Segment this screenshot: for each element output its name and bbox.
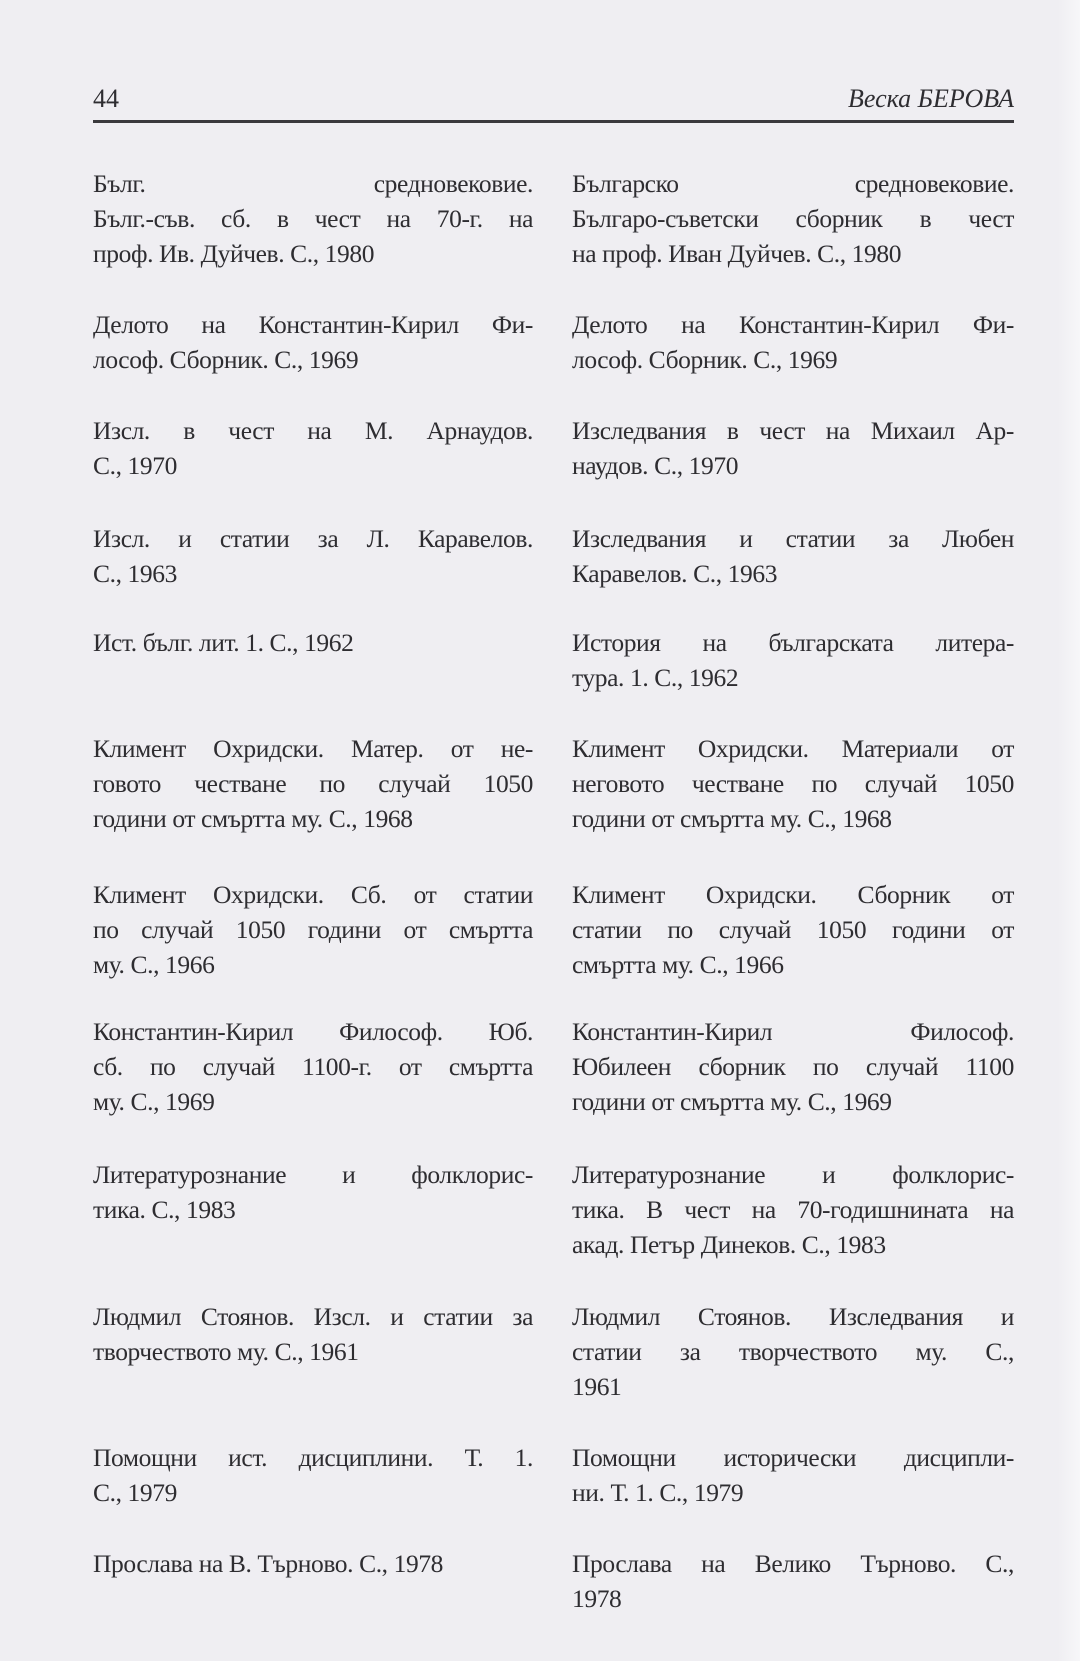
- entry-line: години от смъртта му. С., 1968: [93, 804, 413, 833]
- abbreviation-entry: [93, 521, 533, 591]
- entry-line: Изсл. в чест на М. Арнаудов.: [93, 416, 533, 445]
- entry-line: наудов. С., 1970: [572, 451, 739, 480]
- entry-line: ни. Т. 1. С., 1979: [572, 1478, 744, 1507]
- full-title-entry: [572, 166, 1014, 271]
- abbreviation-entry: [93, 877, 533, 982]
- entry-line: неговото честване по случай 1050: [572, 769, 1014, 798]
- entry-line: акад. Петър Динеков. С., 1983: [572, 1230, 886, 1259]
- entry-line: сб. по случай 1100-г. от смъртта: [93, 1052, 533, 1081]
- abbreviation-entry: [93, 625, 533, 660]
- running-head-author: Веска БЕРОВА: [848, 84, 1014, 113]
- full-title-entry: [572, 1440, 1014, 1510]
- entry-line: Бълг.-съв. сб. в чест на 70-г. на: [93, 204, 533, 233]
- full-title-entry: [572, 1157, 1014, 1262]
- abbreviation-entry: [93, 731, 533, 836]
- entry-line: 1961: [572, 1372, 622, 1401]
- entry-line: статии по случай 1050 години от: [572, 915, 1014, 944]
- abbreviation-entry: [93, 1299, 533, 1369]
- entry-line: Делото на Константин-Кирил Фи-: [572, 310, 1014, 339]
- entry-line: С., 1979: [93, 1478, 177, 1507]
- entry-line: творчеството му. С., 1961: [93, 1337, 359, 1366]
- entry-line: Помощни ист. дисциплини. Т. 1.: [93, 1443, 533, 1472]
- entry-line: му. С., 1969: [93, 1087, 215, 1116]
- entry-line: Климент Охридски. Сборник от: [572, 880, 1014, 909]
- full-title-entry: [572, 877, 1014, 982]
- entry-line: Людмил Стоянов. Изследвания и: [572, 1302, 1014, 1331]
- entry-line: Бълг. средновековие.: [93, 169, 533, 198]
- entry-line: Ист. бълг. лит. 1. С., 1962: [93, 628, 354, 657]
- entry-line: Юбилеен сборник по случай 1100: [572, 1052, 1014, 1081]
- entry-line: 1978: [572, 1584, 622, 1613]
- entry-line: тура. 1. С., 1962: [572, 663, 739, 692]
- entry-line: говото честване по случай 1050: [93, 769, 533, 798]
- entry-line: Делото на Константин-Кирил Фи-: [93, 310, 533, 339]
- abbreviation-entry: [93, 413, 533, 483]
- entry-line: тика. С., 1983: [93, 1195, 236, 1224]
- abbreviation-entry: [93, 166, 533, 271]
- entry-line: Изследвания и статии за Любен: [572, 524, 1014, 553]
- entry-line: години от смъртта му. С., 1969: [572, 1087, 892, 1116]
- entry-line: Климент Охридски. Материали от: [572, 734, 1014, 763]
- entry-line: Константин-Кирил Философ.: [572, 1017, 1014, 1046]
- abbreviation-entry: [93, 307, 533, 377]
- entry-line: Българско средновековие.: [572, 169, 1014, 198]
- entry-line: смъртта му. С., 1966: [572, 950, 784, 979]
- full-title-entry: [572, 1299, 1014, 1404]
- full-title-entry: [572, 307, 1014, 377]
- abbreviation-entry: [93, 1440, 533, 1510]
- entry-line: години от смъртта му. С., 1968: [572, 804, 892, 833]
- entry-line: Изследвания в чест на Михаил Ар-: [572, 416, 1014, 445]
- entry-line: по случай 1050 години от смъртта: [93, 915, 533, 944]
- abbreviation-entry: [93, 1546, 533, 1581]
- entry-line: проф. Ив. Дуйчев. С., 1980: [93, 239, 375, 268]
- entry-line: му. С., 1966: [93, 950, 215, 979]
- entry-line: тика. В чест на 70-годишнината на: [572, 1195, 1014, 1224]
- entry-line: Людмил Стоянов. Изсл. и статии за: [93, 1302, 533, 1331]
- entry-line: Литературознание и фолклорис-: [572, 1160, 1014, 1189]
- full-title-entry: [572, 413, 1014, 483]
- entry-line: Литературознание и фолклорис-: [93, 1160, 533, 1189]
- header-rule: [93, 120, 1014, 123]
- entry-line: Климент Охридски. Матер. от не-: [93, 734, 533, 763]
- full-title-entry: [572, 1014, 1014, 1119]
- entry-line: статии за творчеството му. С.,: [572, 1337, 1014, 1366]
- entry-line: Константин-Кирил Философ. Юб.: [93, 1017, 533, 1046]
- full-title-entry: [572, 521, 1014, 591]
- page-number: 44: [93, 84, 119, 113]
- full-title-entry: [572, 625, 1014, 695]
- full-title-entry: [572, 731, 1014, 836]
- abbreviation-entry: [93, 1157, 533, 1227]
- entry-line: Помощни исторически дисципли-: [572, 1443, 1014, 1472]
- full-title-entry: [572, 1546, 1014, 1616]
- entry-line: Климент Охридски. Сб. от статии: [93, 880, 533, 909]
- page-edge-shadow: [1058, 0, 1080, 1661]
- entry-line: Каравелов. С., 1963: [572, 559, 778, 588]
- entry-line: на проф. Иван Дуйчев. С., 1980: [572, 239, 902, 268]
- entry-line: Изсл. и статии за Л. Каравелов.: [93, 524, 533, 553]
- entry-line: С., 1970: [93, 451, 177, 480]
- entry-line: лософ. Сборник. С., 1969: [93, 345, 359, 374]
- entry-line: С., 1963: [93, 559, 177, 588]
- entry-line: Българо-съветски сборник в чест: [572, 204, 1014, 233]
- entry-line: лософ. Сборник. С., 1969: [572, 345, 838, 374]
- entry-line: Прослава на В. Търново. С., 1978: [93, 1549, 444, 1578]
- abbreviation-entry: [93, 1014, 533, 1119]
- entry-line: История на българската литера-: [572, 628, 1014, 657]
- entry-line: Прослава на Велико Търново. С.,: [572, 1549, 1014, 1578]
